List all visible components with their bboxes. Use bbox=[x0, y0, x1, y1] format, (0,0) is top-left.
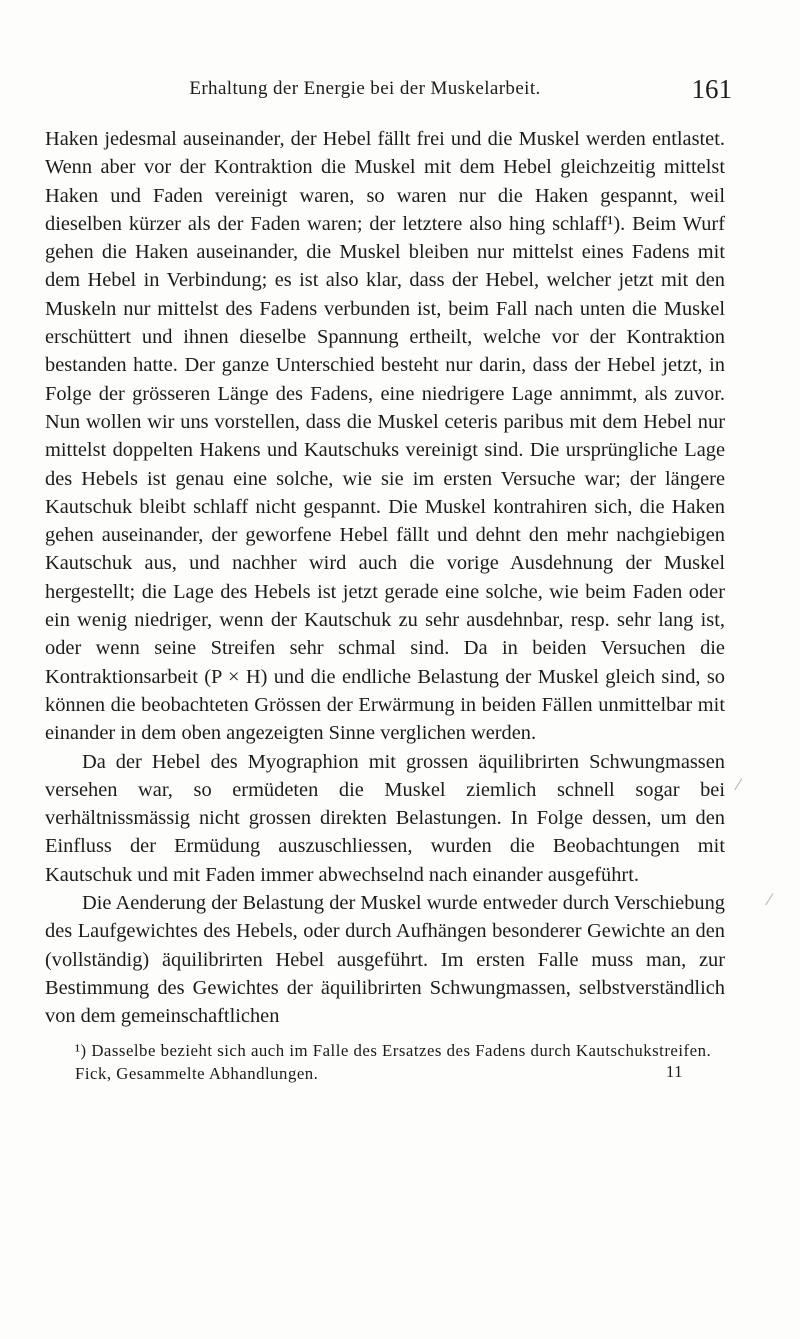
page-footer bbox=[45, 1062, 725, 1088]
sheet-signature: 11 bbox=[665, 1061, 683, 1081]
footnote-1: ¹) Dasselbe bezieht sich auch im Falle des Ersatzes des Fadens durch Kautschukstreifen. bbox=[75, 1040, 712, 1060]
margin-check-mark-icon: ⁄ bbox=[737, 775, 740, 794]
running-header bbox=[45, 70, 732, 110]
book-page bbox=[45, 70, 732, 1088]
footer-author-work: Fick, Gesammelte Abhandlungen. bbox=[75, 1063, 319, 1083]
page-number: 161 bbox=[691, 74, 732, 104]
margin-check-mark-icon: ⁄ bbox=[768, 890, 771, 909]
running-title: Erhaltung der Energie bei der Muskelarbeit. bbox=[189, 78, 541, 99]
paragraph-1: Haken jedesmal auseinander, der Hebel fällt frei und die Muskel werden entlastet. Wenn aber vor der Kontraktion die Muskel mit dem Hebel gleichzeitig mittelst Haken und Faden vereinigt waren, so waren nur die Haken gespannt, weil dieselben kürzer als der Faden waren; der letztere also hing schlaff¹). Beim Wurf gehen die Haken auseinander, die Muskel bleiben nur mittelst eines Fadens mit dem Hebel in Verbindung; es ist also klar, dass der Hebel, welcher jetzt mit den Muskeln nur mittelst des Fadens verbunden ist, beim Fall nach unten die Muskel erschüttert und ihnen dieselbe Spannung ertheilt, welche vor der Kontraktion bestanden hatte. Der ganze Unterschied besteht nur darin, dass der Hebel jetzt, in Folge der grösseren Länge des Fadens, eine niedrigere Lage annimmt, als zuvor. Nun wollen wir uns vorstellen, dass die Muskel ceteris paribus mit dem Hebel nur mittelst doppelten Hakens und Kautschuks vereinigt sind. Die ursprüngliche Lage des Hebels ist genau eine solche, wie sie im ersten Versuche war; der längere Kautschuk bleibt schlaff nicht gespannt. Die Muskel kontrahiren sich, die Haken gehen auseinander, der geworfene Hebel fällt und dehnt den mehr nachgiebigen Kautschuk aus, und nachher wird auch die vorige Ausdehnung der Muskel hergestellt; die Lage des Hebels ist jetzt gerade eine solche, wie beim Faden oder ein wenig niedriger, wenn der Kautschuk zu sehr ausdehnbar, resp. sehr lang ist, oder wenn seine Streifen sehr schmal sind. Da in beiden Versuchen die Kontraktionsarbeit (P × H) und die endliche Belastung der Muskel gleich sind, so können die beobachteten Grössen der Erwärmung in beiden Fällen unmittelbar mit einander in dem oben angezeigten Sinne verglichen werden. bbox=[45, 128, 725, 745]
paragraph-3: Die Aenderung der Belastung der Muskel wurde entweder durch Verschiebung des Laufgewichtes des Hebels, oder durch Aufhängen besonderer Gewichte an den (vollständig) äquilibrirten Hebel ausgeführt. Im ersten Falle muss man, zur Bestimmung des Gewichtes der äquilibrirten Schwungmassen, selbstverständlich von dem gemeinschaftlichen bbox=[45, 892, 725, 1028]
paragraph-2: Da der Hebel des Myographion mit grossen äquilibrirten Schwungmassen versehen war, so ermüdeten die Muskel ziemlich schnell sogar bei verhältnissmässig nicht grossen direkten Belastungen. In Folge dessen, um den Einfluss der Ermüdung auszuschliessen, wurden die Beobachtungen mit Kautschuk und mit Faden immer abwechselnd nach einander ausgeführt. bbox=[45, 750, 725, 886]
footnotes bbox=[45, 1039, 725, 1088]
body-text bbox=[45, 125, 725, 1031]
